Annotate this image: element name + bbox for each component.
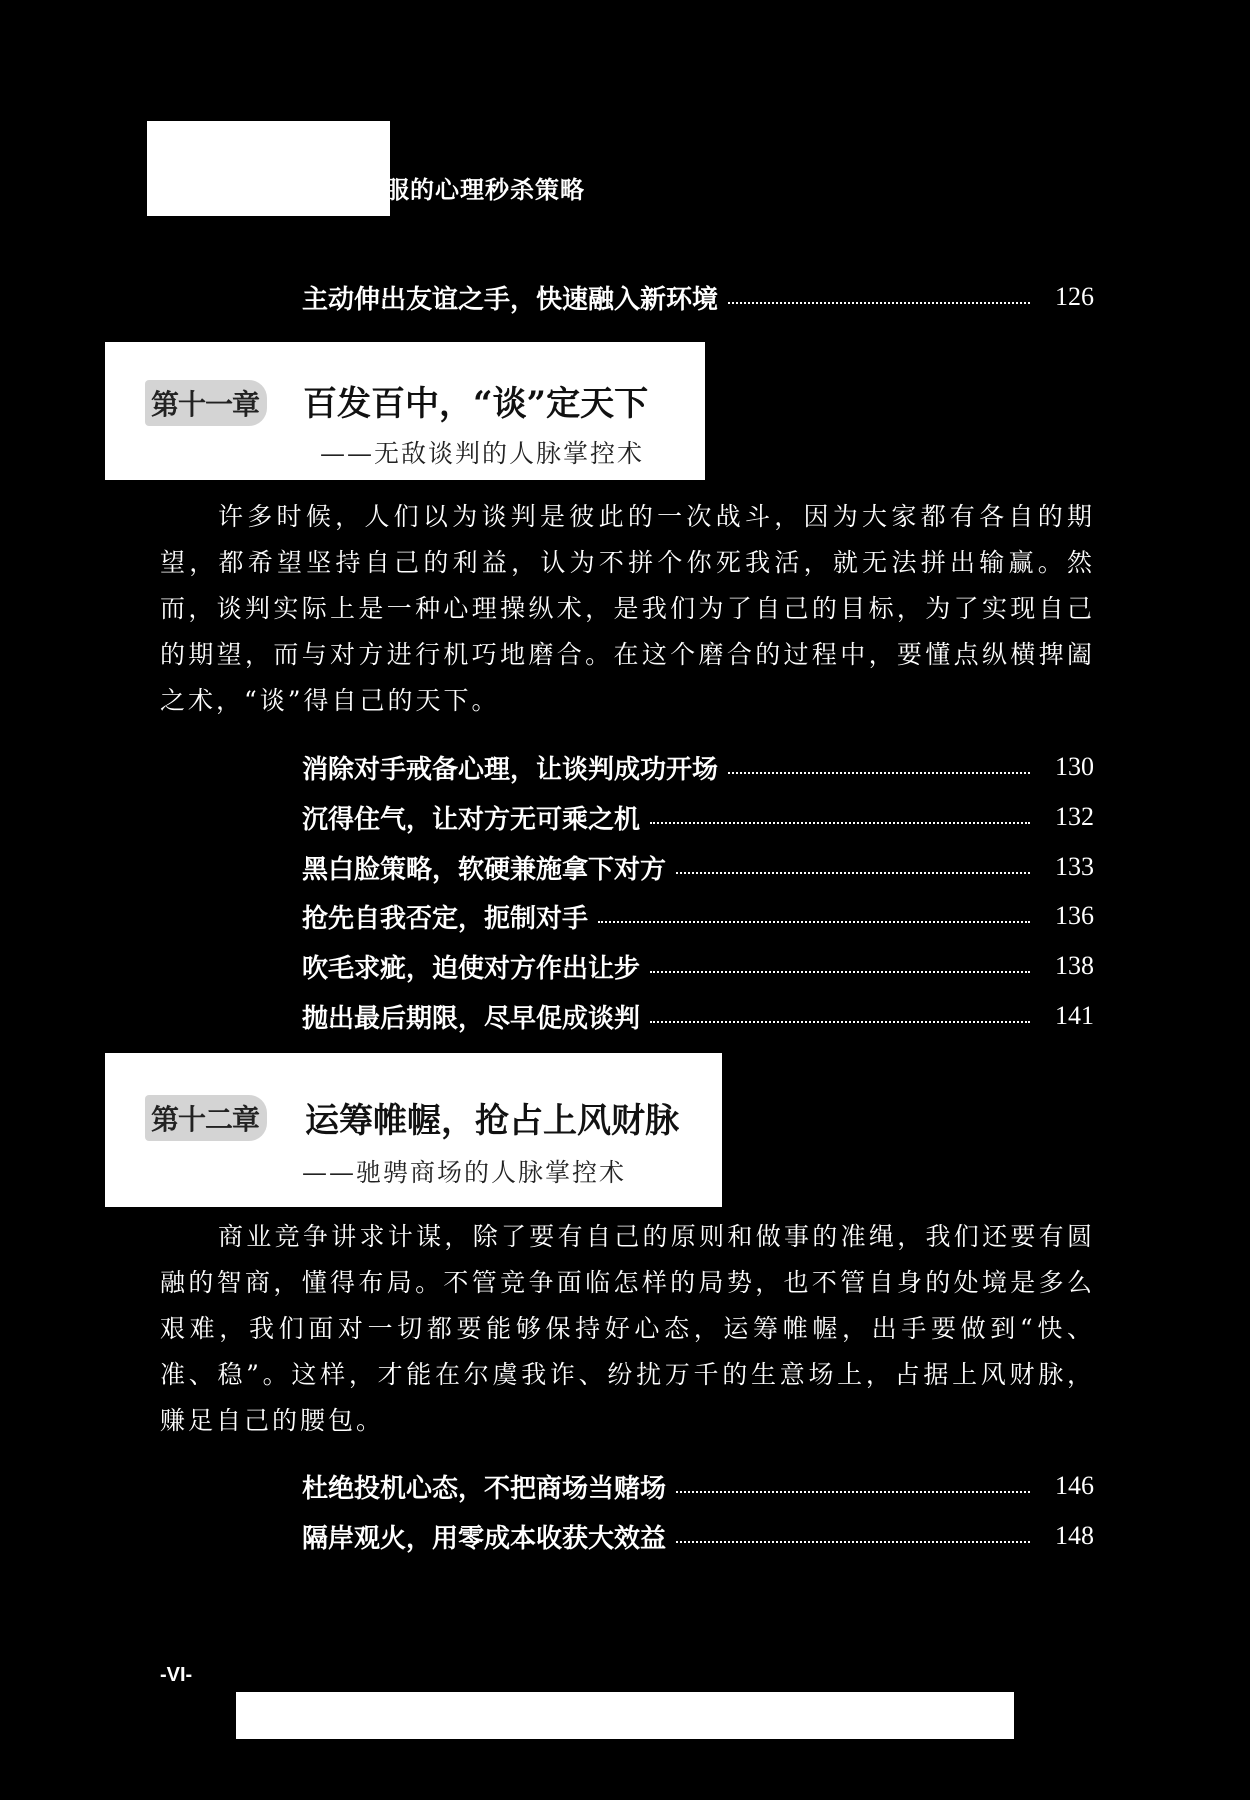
toc-leader-dots [598, 921, 1030, 923]
toc-entry[interactable] [302, 277, 1094, 317]
toc-leader-dots [650, 971, 1030, 973]
chapter-11-intro: 许多时候，人们以为谈判是彼此的一次战斗，因为大家都有各自的期望，都希望坚持自己的利益，认为不拼个你死我活，就无法拼出输赢。然而，谈判实际上是一种心理操纵术，是我们为了自己的目标，为了实现自己的期望，而与对方进行机巧地磨合。在这个磨合的过程中，要懂点纵横捭阖之术，“谈”得自己的天下。 [160, 502, 1095, 715]
toc-entry-title: 沉得住气，让对方无可乘之机 [302, 804, 641, 835]
chapter-11-title: 百发百中，“谈”定天下 [303, 384, 649, 424]
toc-entry-page: 148 [1055, 1521, 1094, 1550]
toc-entry-title: 吹毛求疵，迫使对方作出让步 [302, 953, 641, 984]
toc-entry-page: 146 [1055, 1471, 1094, 1500]
toc-entry-page: 133 [1055, 852, 1094, 881]
toc-entry-page: 126 [1055, 282, 1094, 311]
toc-leader-dots [728, 302, 1030, 304]
toc-entry[interactable] [302, 797, 1094, 837]
redacted-footer-block [236, 1692, 1014, 1739]
chapter-12-header [105, 1053, 722, 1207]
toc-leader-dots [728, 772, 1030, 774]
toc-entry-title: 隔岸观火，用零成本收获大效益 [302, 1523, 667, 1554]
chapter-12-subtitle: ——驰骋商场的人脉掌控术 [302, 1158, 627, 1187]
toc-entry[interactable] [302, 1516, 1094, 1556]
chapter-12-title: 运筹帷幄，抢占上风财脉 [305, 1101, 679, 1141]
chapter-11-label: 第十一章 [145, 380, 267, 426]
toc-entry[interactable] [302, 896, 1094, 936]
chapter-11-subtitle: ——无敌谈判的人脉掌控术 [320, 439, 645, 468]
page-number: -VI- [160, 1664, 193, 1686]
toc-entry-title: 黑白脸策略，软硬兼施拿下对方 [302, 854, 667, 885]
toc-entry-page: 138 [1055, 951, 1094, 980]
toc-entry[interactable] [302, 946, 1094, 986]
toc-entry[interactable] [302, 996, 1094, 1036]
toc-entry-title: 抛出最后期限，尽早促成谈判 [302, 1003, 641, 1034]
toc-entry-title: 杜绝投机心态，不把商场当赌场 [302, 1473, 667, 1504]
chapter-11-header [105, 342, 705, 480]
chapter-12-label: 第十二章 [145, 1095, 267, 1141]
toc-entry-title: 主动伸出友谊之手，快速融入新环境 [302, 284, 719, 315]
toc-leader-dots [676, 1541, 1030, 1543]
redacted-header-block [147, 121, 390, 216]
toc-entry-page: 141 [1055, 1001, 1094, 1030]
toc-entry-page: 132 [1055, 802, 1094, 831]
toc-entry-title: 消除对手戒备心理，让谈判成功开场 [302, 754, 719, 785]
toc-entry-page: 136 [1055, 901, 1094, 930]
toc-leader-dots [676, 1491, 1030, 1493]
toc-leader-dots [650, 822, 1030, 824]
toc-entry[interactable] [302, 847, 1094, 887]
toc-leader-dots [676, 872, 1030, 874]
toc-entry-title: 抢先自我否定，扼制对手 [302, 903, 589, 934]
toc-entry[interactable] [302, 1466, 1094, 1506]
toc-entry-page: 130 [1055, 752, 1094, 781]
running-header-title: 服的心理秒杀策略 [385, 175, 585, 204]
chapter-12-intro: 商业竞争讲求计谋，除了要有自己的原则和做事的准绳，我们还要有圆融的智商，懂得布局。不管竞争面临怎样的局势，也不管自身的处境是多么艰难，我们面对一切都要能够保持好心态，运筹帷幄，出手要做到“快、准、稳”。这样，才能在尔虞我诈、纷扰万千的生意场上，占据上风财脉，赚足自己的腰包。 [160, 1222, 1095, 1435]
toc-entry[interactable] [302, 747, 1094, 787]
toc-leader-dots [650, 1021, 1030, 1023]
